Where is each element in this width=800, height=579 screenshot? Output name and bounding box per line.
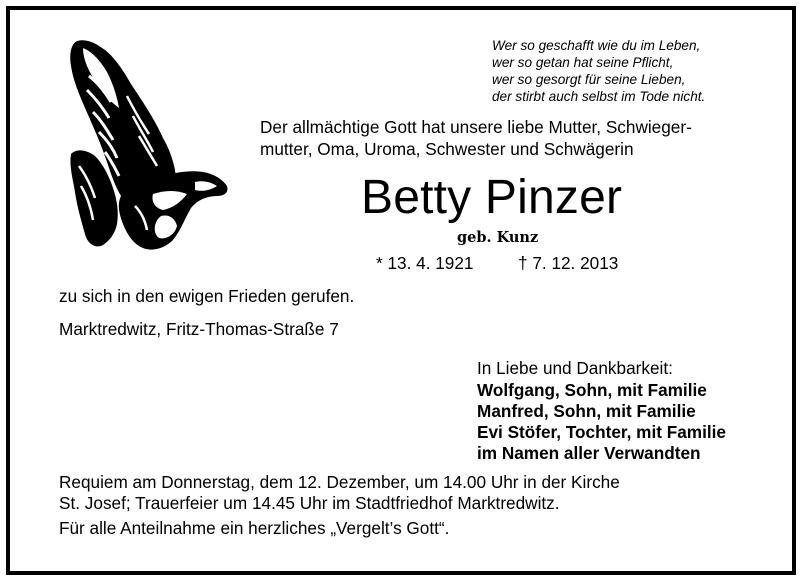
poem-line: der stirbt auch selbst im Tode nicht. — [492, 89, 706, 104]
praying-hands-icon — [57, 36, 232, 254]
poem — [492, 37, 752, 105]
mourner: im Namen aller Verwandten — [477, 443, 701, 463]
mourner: Manfred, Sohn, mit Familie — [477, 401, 696, 421]
intro-line: mutter, Oma, Uroma, Schwester und Schwägerin — [260, 139, 634, 159]
birth-date: * 13. 4. 1921 — [376, 253, 474, 273]
intro-text — [260, 116, 760, 160]
deceased-name: Betty Pinzer — [361, 171, 623, 224]
service-line: St. Josef; Trauerfeier um 14.45 Uhr im Stadtfriedhof Marktredwitz. — [59, 493, 560, 513]
service-line: Requiem am Donnerstag, dem 12. Dezember, um 14.00 Uhr in der Kirche — [59, 472, 620, 492]
thanks-heading: In Liebe und Dankbarkeit: — [477, 358, 673, 378]
body-line: zu sich in den ewigen Frieden gerufen. — [59, 286, 355, 306]
address: Marktredwitz, Fritz-Thomas-Straße 7 — [59, 319, 339, 339]
intro-line: Der allmächtige Gott hat unsere liebe Mutter, Schwieger- — [260, 117, 692, 137]
poem-line: Wer so geschafft wie du im Leben, — [492, 38, 701, 53]
poem-line: wer so gesorgt für seine Lieben, — [492, 72, 686, 87]
service-info — [59, 472, 620, 539]
mourner: Evi Stöfer, Tochter, mit Familie — [477, 422, 726, 442]
mourner: Wolfgang, Sohn, mit Familie — [477, 380, 707, 400]
death-date: † 7. 12. 2013 — [518, 253, 619, 273]
poem-line: wer so getan hat seine Pflicht, — [492, 55, 674, 70]
thanks-line: Für alle Anteilnahme ein herzliches „Vergelt’s Gott“. — [59, 518, 450, 538]
mourners-list — [477, 380, 726, 464]
maiden-name: geb. Kunz — [457, 229, 539, 246]
